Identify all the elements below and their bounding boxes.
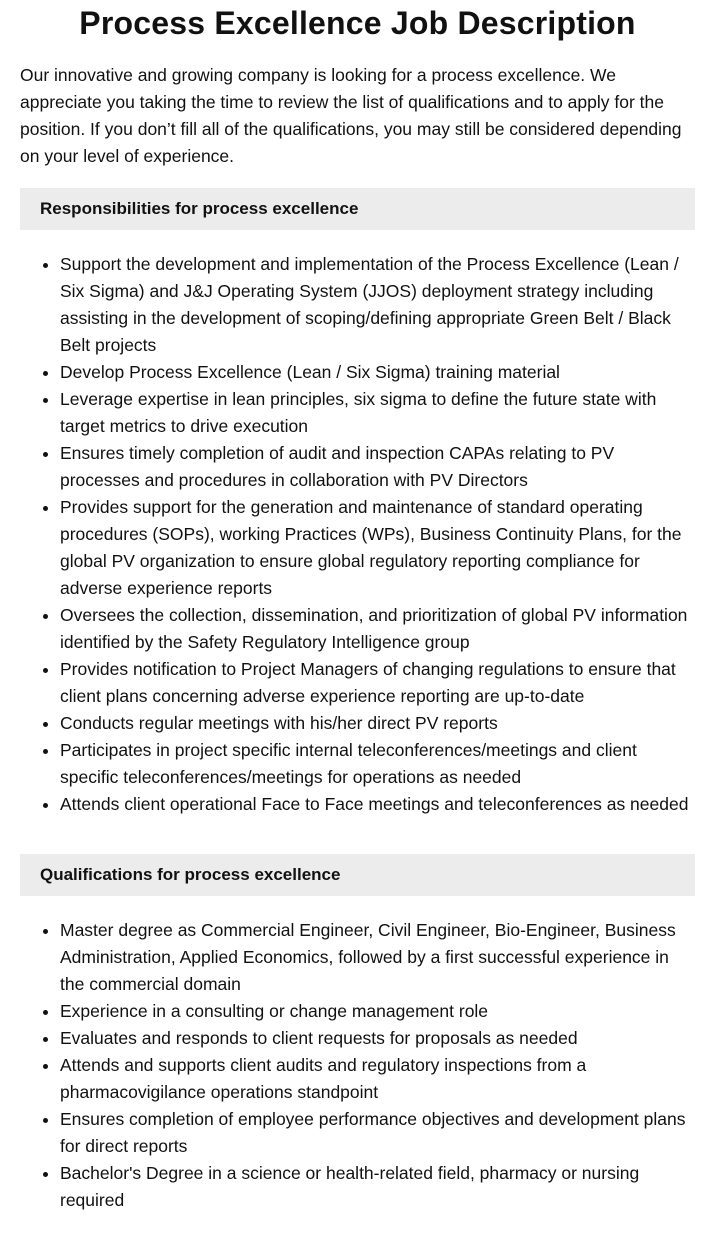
responsibilities-list xyxy=(20,251,695,818)
list-item: • Provides support for the generation and maintenance of standard operating procedures (SOPs), working Practices (WPs), Business Continuity Plans, for the global PV organization to ensure global regulatory reporting compliance for adverse experience reports xyxy=(60,494,695,602)
list-item: • Provides notification to Project Managers of changing regulations to ensure that client plans concerning adverse experience reporting are up-to-date xyxy=(60,656,695,710)
responsibilities-heading: Responsibilities for process excellence xyxy=(20,188,695,230)
list-item: • Attends and supports client audits and regulatory inspections from a pharmacovigilance operations standpoint xyxy=(60,1052,695,1106)
list-item: • Evaluates and responds to client requests for proposals as needed xyxy=(60,1025,695,1052)
list-item: • Support the development and implementation of the Process Excellence (Lean / Six Sigma) and J&J Operating System (JJOS) deployment strategy including assisting in the development of scoping/defining appropriate Green Belt / Black Belt projects xyxy=(60,251,695,359)
page-title: Process Excellence Job Description xyxy=(79,5,636,41)
qualifications-heading: Qualifications for process excellence xyxy=(20,854,695,896)
list-item: • Participates in project specific internal teleconferences/meetings and client specific teleconferences/meetings for operations as needed xyxy=(60,737,695,791)
intro-paragraph: Our innovative and growing company is looking for a process excellence. We appreciate you taking the time to review the list of qualifications and to apply for the position. If you don’t fill all of the qualifications, you may still be considered depending on your level of experience. xyxy=(20,65,682,166)
list-item: • Attends client operational Face to Face meetings and teleconferences as needed xyxy=(60,791,695,818)
list-item: • Bachelor's Degree in a science or health-related field, pharmacy or nursing required xyxy=(60,1160,695,1214)
list-item: • Develop Process Excellence (Lean / Six Sigma) training material xyxy=(60,359,695,386)
qualifications-list xyxy=(20,917,695,1214)
list-item: • Oversees the collection, dissemination, and prioritization of global PV information identified by the Safety Regulatory Intelligence group xyxy=(60,602,695,656)
list-item: • Experience in a consulting or change management role xyxy=(60,998,695,1025)
list-item: • Ensures completion of employee performance objectives and development plans for direct reports xyxy=(60,1106,695,1160)
list-item: • Ensures timely completion of audit and inspection CAPAs relating to PV processes and procedures in collaboration with PV Directors xyxy=(60,440,695,494)
list-item: • Leverage expertise in lean principles, six sigma to define the future state with target metrics to drive execution xyxy=(60,386,695,440)
list-item: • Master degree as Commercial Engineer, Civil Engineer, Bio-Engineer, Business Administration, Applied Economics, followed by a first successful experience in the commercial domain xyxy=(60,917,695,998)
list-item: • Conducts regular meetings with his/her direct PV reports xyxy=(60,710,695,737)
